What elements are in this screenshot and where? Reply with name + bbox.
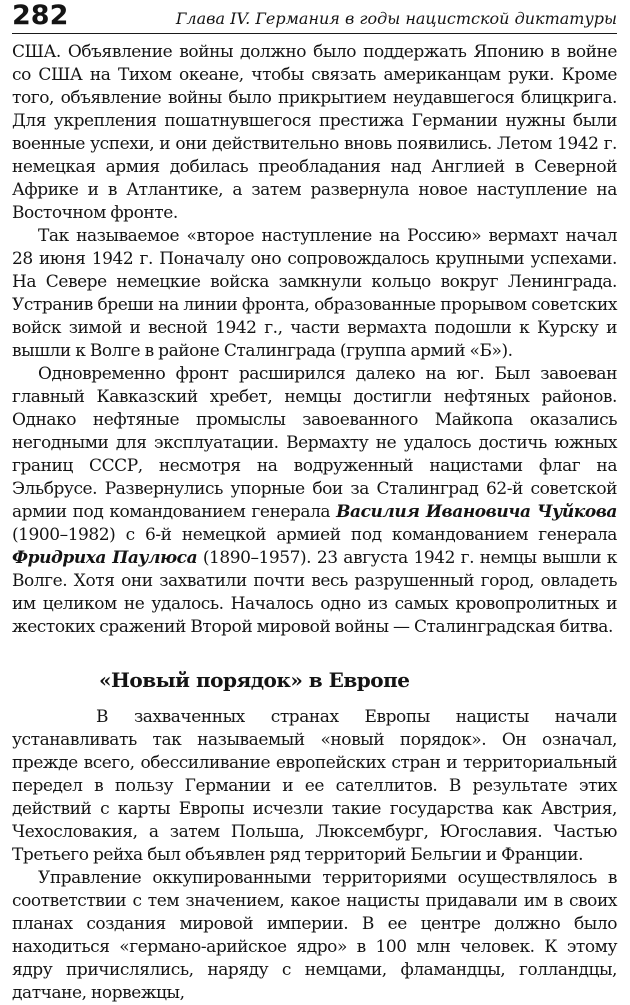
paragraph-4: В захваченных странах Европы нацисты начали устанавливать так называемый «новый порядок». Он означал, прежде всего, обессиливание европейских стран и территориальный передел в пользу Германии и ее сателлитов. В результате этих действий с карты Европы исчезли такие государства как Австрия, Чехословакия, а затем Польша, Люксембург, Югославия. Частью Третьего рейха был объявлен ряд территорий Бельгии и Франции.: [12, 707, 617, 865]
paragraph-3-text-a: Одновременно фронт расширился далеко на юг. Был завоеван главный Кавказский хребет, немцы достигли нефтяных районов. Однако нефтяные промыслы завоеванного Майкопа оказались негодными для эксплуатации. Вермахту не удалось достичь южных границ СССР, несмотря на водруженный нацистами флаг на Эльбрусе. Развернулись упорные бои за Сталинград 62-й советской армии под командованием генерала: [12, 364, 617, 522]
person-name-paulus: Фридриха Паулюса: [12, 548, 198, 568]
page-number: 282: [12, 0, 69, 31]
paragraph-3-text-c: (1890–1957). 23 августа 1942 г. немцы вышли к Волге. Хотя они захватили почти весь разрушенный город, овладеть им целиком не удалось. Началось одно из самых кровопролитных и жестоких сражений Второй мировой войны — Сталинградская битва.: [12, 548, 617, 637]
person-name-chuikov: Василия Ивановича Чуйкова: [336, 502, 617, 522]
page-body: [12, 41, 617, 1005]
section-heading: «Новый порядок» в Европе: [99, 668, 410, 692]
paragraph-3-text-b: (1900–1982) с 6-й немецкой армией под командованием генерала: [12, 525, 617, 545]
running-title: Глава IV. Германия в годы нацистской диктатуры: [175, 9, 617, 28]
paragraph-1: США. Объявление войны должно было поддержать Японию в войне со США на Тихом океане, чтобы связать американцам руки. Кроме того, объявление войны было прикрытием неудавшегося блицкрига. Для укрепления пошатнувшегося престижа Германии нужны были военные успехи, и они действительно вновь появились. Летом 1942 г. немецкая армия добилась преобладания над Англией в Северной Африке и в Атлантике, а затем развернула новое наступление на Восточном фронте.: [12, 42, 617, 223]
paragraph-5: Управление оккупированными территориями осуществлялось в соответствии с тем значением, какое нацисты придавали им в своих планах создания мировой империи. В ее центре должно было находиться «германо-арийское ядро» в 100 млн человек. К этому ядру причислялись, наряду с немцами, фламандцы, голландцы, датчане, норвежцы,: [12, 868, 617, 1003]
paragraph-2: Так называемое «второе наступление на Россию» вермахт начал 28 июня 1942 г. Поначалу оно сопровождалось крупными успехами. На Севере немецкие войска замкнули кольцо вокруг Ленинграда. Устранив бреши на линии фронта, образованные прорывом советских войск зимой и весной 1942 г., части вермахта подошли к Курску и вышли к Волге в районе Сталинграда (группа армий «Б»).: [12, 226, 617, 361]
page-header: [12, 0, 617, 34]
paragraph-3: [12, 363, 617, 639]
